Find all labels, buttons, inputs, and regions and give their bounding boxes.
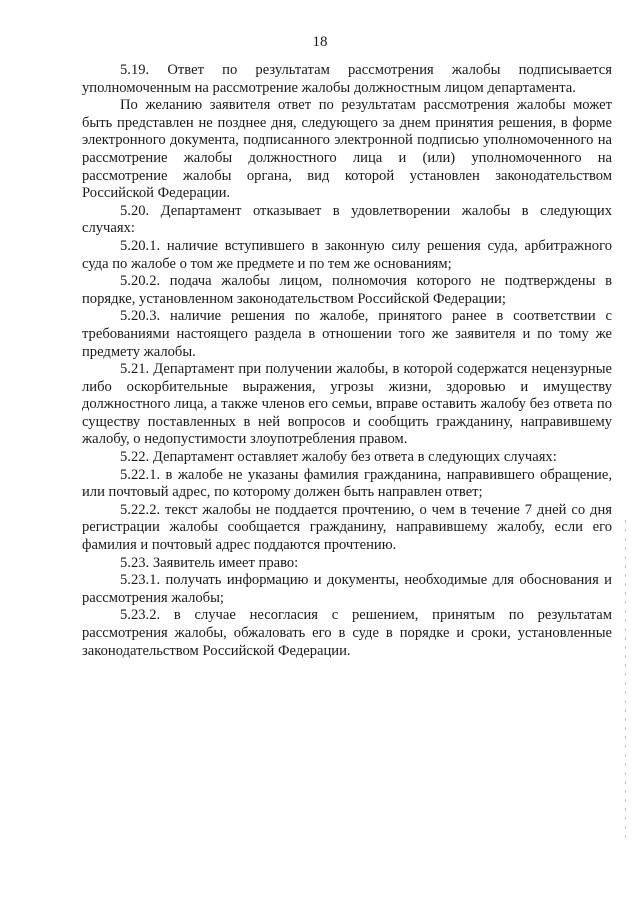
paragraph-5-20-2: 5.20.2. подача жалобы лицом, полномочия которого не подтверждены в порядке, установленном законодательством Российской Федерации;: [82, 273, 612, 307]
paragraph-5-21: 5.21. Департамент при получении жалобы, в которой содержатся нецензурные либо оскорбительные выражения, угрозы жизни, здоровью и имуществу должностного лица, а также членов его семьи, вправе оставить жалобу без ответа по существу поставленных в ней вопросов и сообщить гражданину, направившему жалобу, о недопустимости злоупотребления правом.: [82, 361, 612, 448]
paragraph-5-23-1: 5.23.1. получать информацию и документы, необходимые для обоснования и рассмотрения жалобы;: [82, 572, 612, 606]
paragraph-5-22-2: 5.22.2. текст жалобы не поддается прочтению, о чем в течение 7 дней со дня регистрации жалобы сообщается гражданину, направившему жалобу, если его фамилия и почтовый адрес поддаются прочтению.: [82, 501, 612, 554]
paragraph-5-20-3: 5.20.3. наличие решения по жалобе, принятого ранее в соответствии с требованиями настоящего раздела в отношении того же заявителя и по тому же предмету жалобы.: [82, 308, 612, 360]
paragraph-5-20: 5.20. Департамент отказывает в удовлетворении жалобы в следующих случаях:: [82, 202, 612, 237]
paragraph-5-23-2: 5.23.2. в случае несогласия с решением, принятым по результатам рассмотрения жалобы, обжаловать его в суде в порядке и сроки, установленные законодательством Российской Федерации.: [82, 607, 612, 659]
paragraph-5-23: 5.23. Заявитель имеет право:: [120, 554, 299, 571]
scan-edge-mark: [625, 520, 626, 840]
paragraph-5-19-electronic: По желанию заявителя ответ по результатам рассмотрения жалобы может быть представлен не позднее дня, следующего за днем принятия решения, в форме электронного документа, подписанного электронной подписью уполномоченного на рассмотрение жалобы должностного лица и (или) уполномоченного на рассмотрение жалобы органа, вид которой установлен законодательством Российской Федерации.: [82, 97, 612, 202]
page-number: 18: [312, 34, 328, 50]
paragraph-5-22: 5.22. Департамент оставляет жалобу без ответа в следующих случаях:: [120, 449, 557, 466]
document-body: [82, 62, 612, 660]
paragraph-5-20-1: 5.20.1. наличие вступившего в законную силу решения суда, арбитражного суда по жалобе о том же предмете и по тем же основаниям;: [82, 237, 612, 272]
paragraph-5-22-1: 5.22.1. в жалобе не указаны фамилия гражданина, направившего обращение, или почтовый адрес, по которому должен быть направлен ответ;: [82, 466, 612, 501]
paragraph-5-19: 5.19. Ответ по результатам рассмотрения жалобы подписывается уполномоченным на рассмотрение жалобы должностным лицом департамента.: [82, 62, 612, 96]
